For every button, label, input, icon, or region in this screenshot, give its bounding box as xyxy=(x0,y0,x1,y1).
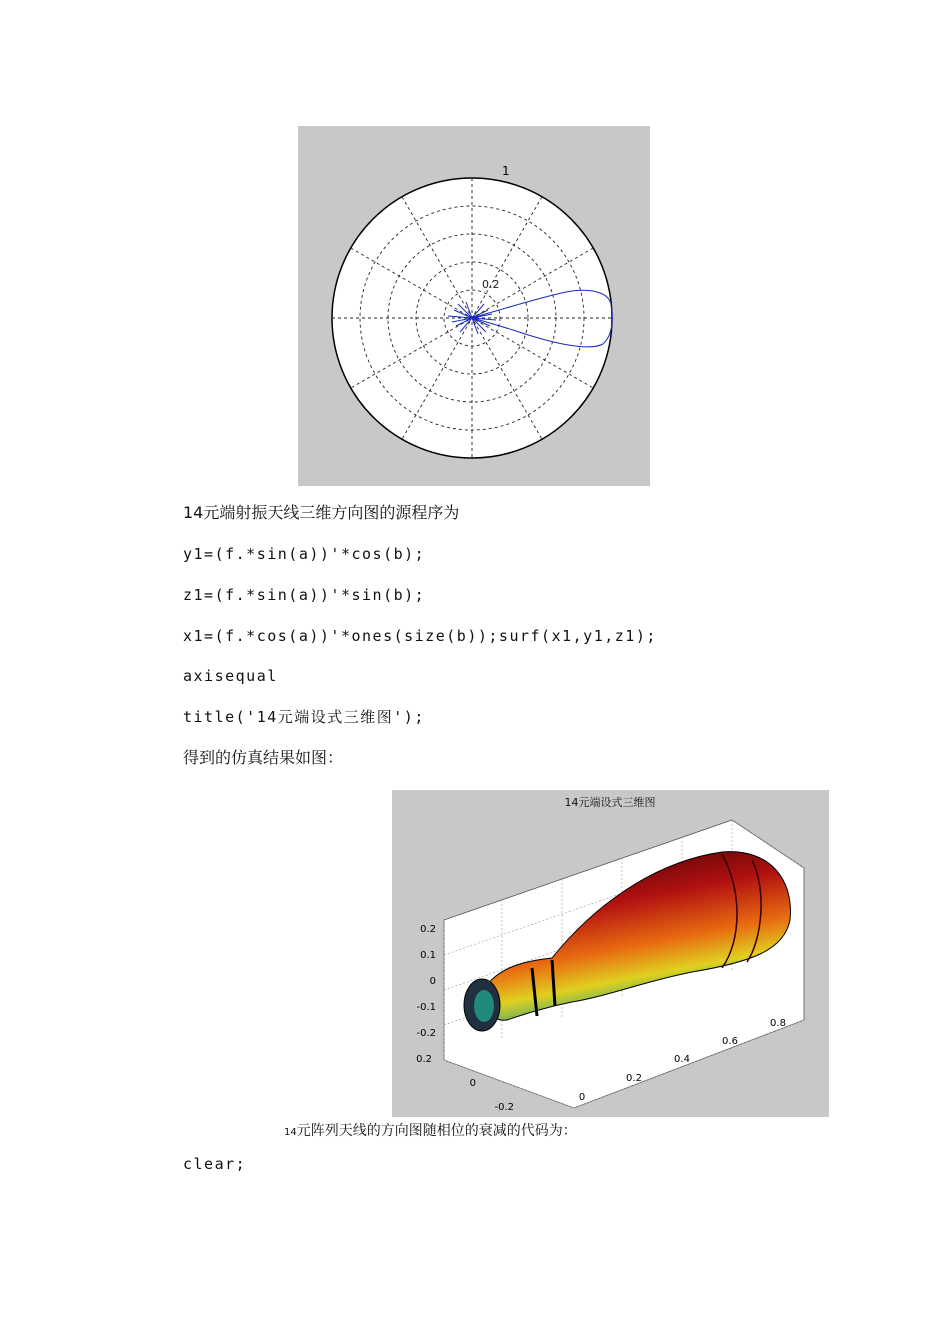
x-tick: 0.4 xyxy=(674,1054,690,1065)
code-line-3: x1=(f.*cos(a))'*ones(size(b));surf(x1,y1,z1); xyxy=(183,627,657,645)
z-tick: 0.1 xyxy=(420,950,436,961)
z-tick: 0.2 xyxy=(420,924,436,935)
x-tick: 0.8 xyxy=(770,1018,786,1029)
figure-caption xyxy=(284,1120,577,1140)
y-tick: 0 xyxy=(469,1078,476,1089)
z-tick: -0.2 xyxy=(416,1028,436,1039)
radial-label-top: 1 xyxy=(502,164,510,178)
z-tick: 0 xyxy=(429,976,436,987)
caption-text: 元阵列天线的方向图随相位的衰减的代码为： xyxy=(296,1123,577,1139)
caption-number: 14 xyxy=(284,1127,297,1138)
code-clear: clear; xyxy=(183,1155,247,1173)
polar-plot xyxy=(298,126,650,486)
code-line-2: z1=(f.*sin(a))'*sin(b); xyxy=(183,586,426,604)
surface-figure xyxy=(392,790,829,1117)
z-tick: -0.1 xyxy=(416,1002,436,1013)
polar-pattern-figure xyxy=(298,126,650,486)
code-line-4: axisequal xyxy=(183,667,278,685)
heading-text: 14元端射振天线三维方向图的源程序为 xyxy=(183,503,460,522)
y-tick: -0.2 xyxy=(494,1102,514,1113)
x-tick: 0.6 xyxy=(722,1036,738,1047)
surface-plot xyxy=(392,790,829,1117)
x-tick: 0.2 xyxy=(626,1073,642,1084)
x-tick: 0 xyxy=(578,1092,586,1103)
y-tick: 0.2 xyxy=(416,1054,432,1065)
radial-label-inner: 0.2 xyxy=(482,278,500,291)
code-line-1: y1=(f.*sin(a))'*cos(b); xyxy=(183,545,426,563)
result-text: 得到的仿真结果如图： xyxy=(183,748,344,767)
surface-title: 14元端设式三维图 xyxy=(564,796,656,809)
code-line-5: title('14元端设式三维图'); xyxy=(183,708,425,726)
